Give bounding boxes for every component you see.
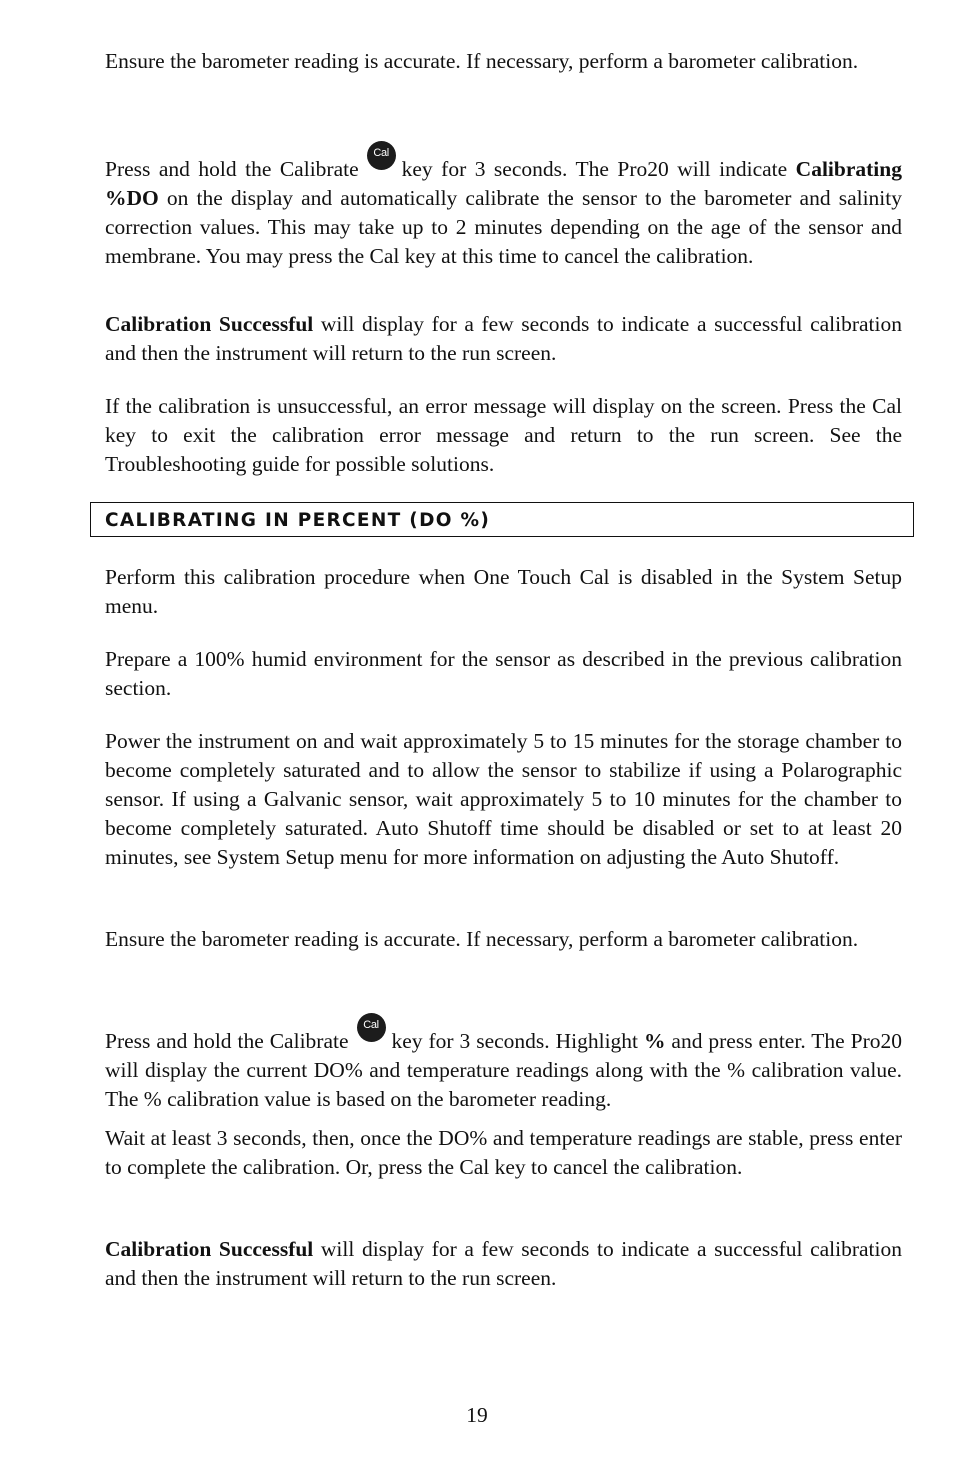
page-number: 19 bbox=[466, 1403, 488, 1427]
cal-key-icon: Cal bbox=[367, 141, 396, 170]
paragraph-calibration-successful-2: Calibration Successful will display for a few seconds to indicate a successful calibration and then the instrument will return to the run screen. bbox=[105, 1237, 902, 1290]
calibrating-do-label: Calibrating %DO bbox=[105, 157, 902, 210]
percent-option-label: % bbox=[643, 1029, 666, 1053]
calibration-successful-label: Calibration Successful bbox=[105, 1237, 314, 1261]
calibration-successful-label: Calibration Successful bbox=[105, 312, 314, 336]
cal-key-icon: Cal bbox=[357, 1013, 386, 1042]
paragraph-power-on: Power the instrument on and wait approximately 5 to 15 minutes for the storage chamber to become completely saturated and to allow the sensor to stabilize if using a Polarographic sensor. If using a Galvanic sensor, wait approximately 5 to 10 minutes for the chamber to become completely saturated. Auto Shutoff time should be disabled or set to at least 20 minutes, see System Setup menu for more information on adjusting the Auto Shutoff. bbox=[105, 729, 902, 869]
paragraph-humid-environment: Prepare a 100% humid environment for the sensor as described in the previous calibration section. bbox=[105, 647, 902, 700]
paragraph-calibration-error: If the calibration is unsuccessful, an error message will display on the screen. Press the Cal key to exit the calibration error message and return to the run screen. See the Troubleshooting guide for possible solutions. bbox=[105, 394, 902, 476]
paragraph-barometer-check-2: Ensure the barometer reading is accurate. If necessary, perform a barometer calibration. bbox=[105, 927, 859, 951]
paragraph-wait-stable: Wait at least 3 seconds, then, once the DO% and temperature readings are stable, press enter to complete the calibration. Or, press the Cal key to cancel the calibration. bbox=[105, 1126, 902, 1179]
section-header-box bbox=[90, 502, 914, 537]
paragraph-press-calibrate-2: Press and hold the Calibrate Cal key for 3 seconds. Highlight % and press enter. The Pro20 will display the current DO% and temperature readings along with the % calibration value. The % calibration value is based on the barometer reading. bbox=[105, 1013, 902, 1114]
paragraph-calibration-successful: Calibration Successful will display for a few seconds to indicate a successful calibration and then the instrument will return to the run screen. bbox=[105, 312, 902, 365]
paragraph-procedure-intro: Perform this calibration procedure when One Touch Cal is disabled in the System Setup menu. bbox=[105, 565, 902, 618]
paragraph-press-calibrate: Press and hold the Calibrate Cal key for 3 seconds. The Pro20 will indicate Calibrating %DO on the display and automatically calibrate the sensor to the barometer and salinity correction values. This may take up to 2 minutes depending on the age of the sensor and membrane. You may press the Cal key at this time to cancel the calibration. bbox=[105, 141, 902, 271]
paragraph-barometer-check: Ensure the barometer reading is accurate. If necessary, perform a barometer calibration. bbox=[105, 49, 859, 73]
section-title: CALIBRATING IN PERCENT (DO %) bbox=[105, 510, 491, 531]
